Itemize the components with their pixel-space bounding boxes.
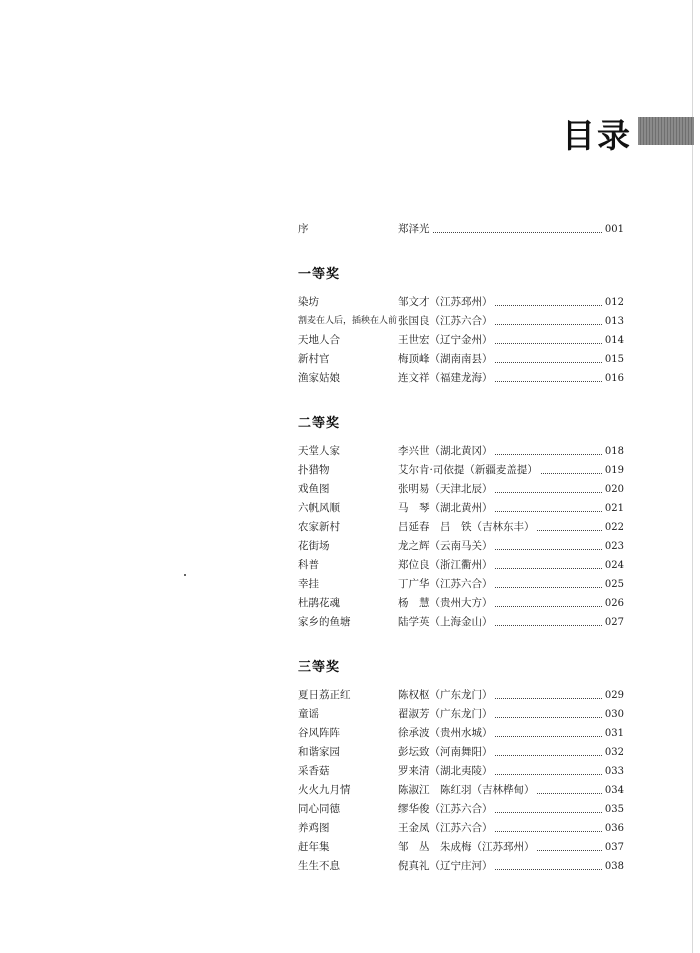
section-heading: 二等奖 [298, 416, 341, 431]
toc-entry[interactable] [298, 312, 628, 331]
entry-page: 031 [603, 724, 624, 743]
entry-author: 张明易（天津北辰） [398, 480, 495, 499]
entry-title: 割麦在人后，插秧在人前 [298, 316, 398, 326]
entry-author: 连文祥（福建龙海） [398, 369, 495, 388]
toc-entry[interactable] [298, 499, 628, 518]
entry-page: 038 [603, 857, 624, 876]
entry-title: 夏日荔正红 [298, 689, 351, 701]
entry-author: 吕延春 吕 铁（吉林东丰） [398, 518, 537, 537]
toc-entry[interactable] [298, 331, 628, 350]
toc-entry[interactable] [298, 556, 628, 575]
toc-entry[interactable] [298, 686, 628, 705]
entry-title: 天堂人家 [298, 445, 340, 457]
entry-author: 邹 丛 朱成梅（江苏邳州） [398, 838, 537, 857]
toc-entry[interactable] [298, 724, 628, 743]
entry-page: 014 [603, 331, 624, 350]
section-first-prize [298, 265, 628, 388]
entry-author: 倪真礼（辽宁庄河） [398, 857, 495, 876]
entry-author: 李兴世（湖北黄冈） [398, 442, 495, 461]
entry-author: 艾尔肯·司依提（新疆麦盖提） [398, 461, 540, 480]
entry-author: 翟淑芳（广东龙门） [398, 705, 495, 724]
entry-page: 025 [603, 575, 624, 594]
toc-entry-preface[interactable] [298, 220, 628, 239]
entry-title: 火火九月情 [298, 784, 351, 796]
entry-page: 013 [603, 312, 624, 331]
entry-title: 同心同德 [298, 803, 340, 815]
toc-entry[interactable] [298, 819, 628, 838]
toc-entry[interactable] [298, 442, 628, 461]
entry-title: 谷风阵阵 [298, 727, 340, 739]
toc-entry[interactable] [298, 575, 628, 594]
toc-entry[interactable] [298, 293, 628, 312]
entry-title: 天地人合 [298, 334, 340, 346]
entry-title: 新村官 [298, 353, 330, 365]
entry-author: 梅顶峰（湖南南县） [398, 350, 495, 369]
toc-entry[interactable] [298, 594, 628, 613]
entry-author: 陈权枢（广东龙门） [398, 686, 495, 705]
entry-page: 029 [603, 686, 624, 705]
entry-page: 027 [603, 613, 624, 632]
entry-author: 彭坛致（河南舞阳） [398, 743, 495, 762]
entry-page: 020 [603, 480, 624, 499]
entry-author: 王世宏（辽宁金州） [398, 331, 495, 350]
toc-entry[interactable] [298, 518, 628, 537]
entry-author: 郑位良（浙江衢州） [398, 556, 495, 575]
entry-author: 杨 慧（贵州大方） [398, 594, 495, 613]
table-of-contents [298, 220, 628, 876]
entry-title: 童谣 [298, 708, 319, 720]
entry-author: 马 琴（湖北黄州） [398, 499, 495, 518]
entry-page: 022 [603, 518, 624, 537]
entry-title: 戏鱼图 [298, 483, 330, 495]
entry-page: 012 [603, 293, 624, 312]
toc-entry[interactable] [298, 781, 628, 800]
toc-entry[interactable] [298, 537, 628, 556]
entry-page: 001 [603, 220, 624, 239]
toc-entry[interactable] [298, 838, 628, 857]
entry-title: 序 [298, 223, 309, 235]
entry-title: 养鸡图 [298, 822, 330, 834]
entry-author: 罗来清（湖北夷陵） [398, 762, 495, 781]
entry-page: 035 [603, 800, 624, 819]
entry-page: 036 [603, 819, 624, 838]
entry-title: 科普 [298, 559, 319, 571]
entry-title: 家乡的鱼塘 [298, 616, 351, 628]
toc-entry[interactable] [298, 857, 628, 876]
entry-author: 王金凤（江苏六合） [398, 819, 495, 838]
entry-author: 龙之辉（云南马关） [398, 537, 495, 556]
entry-page: 021 [603, 499, 624, 518]
entry-author: 陈淑江 陈红羽（吉林桦甸） [398, 781, 537, 800]
entry-page: 019 [603, 461, 624, 480]
title-decoration-bar [638, 117, 694, 145]
entry-author: 丁广华（江苏六合） [398, 575, 495, 594]
scan-speck [184, 574, 186, 576]
section-heading: 三等奖 [298, 660, 341, 675]
entry-page: 016 [603, 369, 624, 388]
entry-title: 六帆风顺 [298, 502, 340, 514]
entry-page: 024 [603, 556, 624, 575]
toc-entry[interactable] [298, 613, 628, 632]
toc-entry[interactable] [298, 461, 628, 480]
entry-title: 赶年集 [298, 841, 330, 853]
toc-entry[interactable] [298, 762, 628, 781]
entry-title: 渔家姑娘 [298, 372, 340, 384]
entry-page: 032 [603, 743, 624, 762]
entry-author: 陆学英（上海金山） [398, 613, 495, 632]
entry-author: 郑泽光 [398, 220, 432, 239]
entry-page: 037 [603, 838, 624, 857]
entry-title: 染坊 [298, 296, 319, 308]
entry-page: 034 [603, 781, 624, 800]
entry-page: 026 [603, 594, 624, 613]
toc-entry[interactable] [298, 369, 628, 388]
entry-page: 018 [603, 442, 624, 461]
entry-page: 033 [603, 762, 624, 781]
toc-entry[interactable] [298, 800, 628, 819]
page-title: 目录 [562, 116, 632, 155]
entry-author: 徐承波（贵州水城） [398, 724, 495, 743]
entry-title: 扑猎物 [298, 464, 330, 476]
section-second-prize [298, 414, 628, 632]
entry-page: 015 [603, 350, 624, 369]
toc-entry[interactable] [298, 350, 628, 369]
entry-title: 农家新村 [298, 521, 340, 533]
entry-title: 和谐家园 [298, 746, 340, 758]
entry-page: 023 [603, 537, 624, 556]
toc-entry[interactable] [298, 480, 628, 499]
toc-entry[interactable] [298, 743, 628, 762]
entry-page: 030 [603, 705, 624, 724]
toc-entry[interactable] [298, 705, 628, 724]
entry-title: 花街场 [298, 540, 330, 552]
entry-title: 杜鹃花魂 [298, 597, 340, 609]
entry-title: 幸挂 [298, 578, 319, 590]
section-third-prize [298, 658, 628, 876]
section-heading: 一等奖 [298, 267, 341, 282]
entry-author: 缪华俊（江苏六合） [398, 800, 495, 819]
entry-title: 生生不息 [298, 860, 340, 872]
entry-title: 采香菇 [298, 765, 330, 777]
entry-author: 邹文才（江苏邳州） [398, 293, 495, 312]
entry-author: 张国良（江苏六合） [398, 312, 495, 331]
